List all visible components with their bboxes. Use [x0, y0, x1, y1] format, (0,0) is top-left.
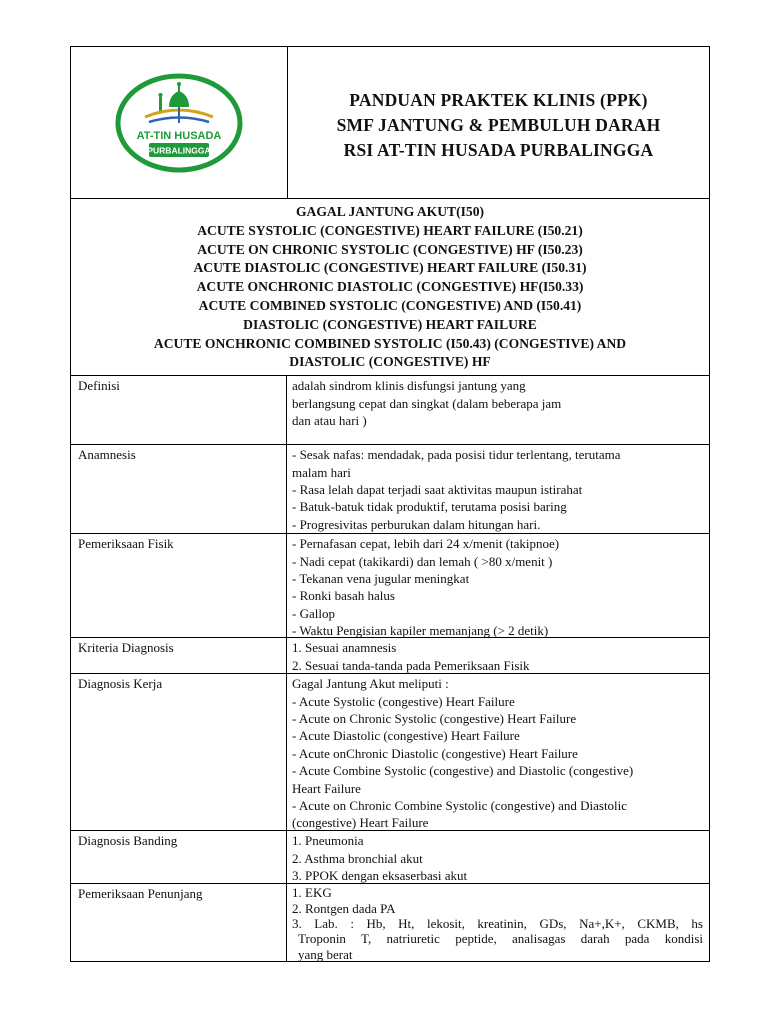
- value-line: - Acute Systolic (congestive) Heart Failure: [292, 693, 515, 709]
- row-label-definisi: Definisi: [71, 376, 287, 444]
- row-value-kriteria-diagnosis: [287, 638, 709, 673]
- value-line: - Progresivitas perburukan dalam hitungan hari.: [292, 516, 541, 532]
- row-value-pemeriksaan-fisik: [287, 534, 709, 637]
- value-line: 1. Pneumonia: [292, 833, 364, 849]
- value-line: - Acute onChronic Diastolic (congestive) Heart Failure: [292, 745, 578, 761]
- header-title-line: RSI AT-TIN HUSADA PURBALINGGA: [343, 140, 654, 160]
- value-line: - Batuk-batuk tidak produktif, terutama posisi baring: [292, 499, 567, 515]
- value-line: - Ronki basah halus: [292, 588, 395, 604]
- table-row: [70, 445, 710, 534]
- value-line: Troponin T, natriuretic peptide, analisagas darah pada kondisi: [298, 931, 703, 947]
- logo-text-line1: AT-TIN HUSADA: [136, 129, 222, 142]
- value-line: malam hari: [292, 464, 351, 480]
- value-line: 2. Rontgen dada PA: [292, 900, 396, 916]
- diagnosis-title-line: DIASTOLIC (CONGESTIVE) HEART FAILURE: [243, 316, 537, 332]
- row-label-kriteria-diagnosis: Kriteria Diagnosis: [71, 638, 287, 673]
- value-line: - Acute on Chronic Systolic (congestive) Heart Failure: [292, 710, 577, 726]
- logo-cell: [71, 47, 288, 198]
- table-row: [70, 376, 710, 445]
- value-line: 3. PPOK dengan eksaserbasi akut: [292, 867, 468, 883]
- table-row: [70, 674, 710, 831]
- value-line: Gagal Jantung Akut meliputi :: [292, 676, 449, 692]
- table-row: [70, 638, 710, 674]
- value-line: 2. Sesuai tanda-tanda pada Pemeriksaan Fisik: [292, 657, 530, 673]
- table-row: [70, 884, 710, 962]
- document: [70, 46, 710, 962]
- hospital-logo: [115, 73, 243, 173]
- value-line: - Nadi cepat (takikardi) dan lemah ( >80 x/menit ): [292, 553, 553, 569]
- row-label-anamnesis: Anamnesis: [71, 445, 287, 533]
- row-label-diagnosis-kerja: Diagnosis Kerja: [71, 674, 287, 830]
- diagnosis-title-line: ACUTE SYSTOLIC (CONGESTIVE) HEART FAILURE (I50.21): [197, 222, 583, 238]
- diagnosis-title-line: DIASTOLIC (CONGESTIVE) HF: [289, 354, 491, 370]
- header-title-line: PANDUAN PRAKTEK KLINIS (PPK): [349, 90, 648, 110]
- value-line: berlangsung cepat dan singkat (dalam beberapa jam: [292, 395, 562, 411]
- value-line: dan atau hari ): [292, 412, 367, 428]
- row-label-pemeriksaan-penunjang: Pemeriksaan Penunjang: [71, 884, 287, 961]
- diagnosis-title-line: ACUTE ONCHRONIC DIASTOLIC (CONGESTIVE) HF(I50.33): [196, 279, 584, 295]
- diagnosis-title-line: ACUTE DIASTOLIC (CONGESTIVE) HEART FAILURE (I50.31): [193, 260, 587, 276]
- value-line: (congestive) Heart Failure: [292, 815, 429, 831]
- logo-text-line2: PURBALINGGA: [147, 145, 211, 155]
- value-line: - Gallop: [292, 605, 335, 621]
- value-line: 1. EKG: [292, 885, 332, 901]
- row-label-pemeriksaan-fisik: Pemeriksaan Fisik: [71, 534, 287, 637]
- value-line: yang berat: [298, 946, 353, 962]
- diagnosis-title-line: ACUTE COMBINED SYSTOLIC (CONGESTIVE) AND (I50.41): [198, 297, 582, 313]
- value-line: - Tekanan vena jugular meningkat: [292, 570, 470, 586]
- value-line: - Pernafasan cepat, lebih dari 24 x/menit (takipnoe): [292, 536, 560, 552]
- value-line: - Waktu Pengisian kapiler memanjang (> 2 detik): [292, 623, 549, 639]
- diagnosis-title-block: [70, 199, 710, 376]
- header-title: [288, 47, 709, 198]
- table-row: [70, 534, 710, 638]
- row-value-anamnesis: [287, 445, 709, 533]
- value-line: - Acute Diastolic (congestive) Heart Failure: [292, 728, 520, 744]
- row-value-pemeriksaan-penunjang: [287, 884, 709, 961]
- diagnosis-title-line: ACUTE ON CHRONIC SYSTOLIC (CONGESTIVE) HF (I50.23): [197, 241, 583, 257]
- value-line: - Acute on Chronic Combine Systolic (congestive) and Diastolic: [292, 798, 628, 814]
- value-line: Heart Failure: [292, 780, 361, 796]
- row-value-definisi: [287, 376, 709, 444]
- row-value-diagnosis-kerja: [287, 674, 709, 830]
- header-title-line: SMF JANTUNG & PEMBULUH DARAH: [336, 115, 661, 135]
- row-label-diagnosis-banding: Diagnosis Banding: [71, 831, 287, 883]
- table-row: [70, 831, 710, 884]
- value-line: adalah sindrom klinis disfungsi jantung yang: [292, 378, 526, 394]
- value-line: - Sesak nafas: mendadak, pada posisi tidur terlentang, terutama: [292, 447, 621, 463]
- value-line: 3. Lab. : Hb, Ht, lekosit, kreatinin, GDs, Na+,K+, CKMB, hs: [292, 915, 703, 931]
- value-line: - Rasa lelah dapat terjadi saat aktivitas maupun istirahat: [292, 481, 583, 497]
- value-line: - Acute Combine Systolic (congestive) and Diastolic (congestive): [292, 763, 634, 779]
- row-value-diagnosis-banding: [287, 831, 709, 883]
- diagnosis-title-line: GAGAL JANTUNG AKUT(I50): [295, 204, 485, 219]
- diagnosis-title-line: ACUTE ONCHRONIC COMBINED SYSTOLIC (I50.43) (CONGESTIVE) AND: [153, 335, 627, 351]
- value-line: 1. Sesuai anamnesis: [292, 640, 397, 656]
- header-block: [70, 46, 710, 199]
- value-line: 2. Asthma bronchial akut: [292, 850, 423, 866]
